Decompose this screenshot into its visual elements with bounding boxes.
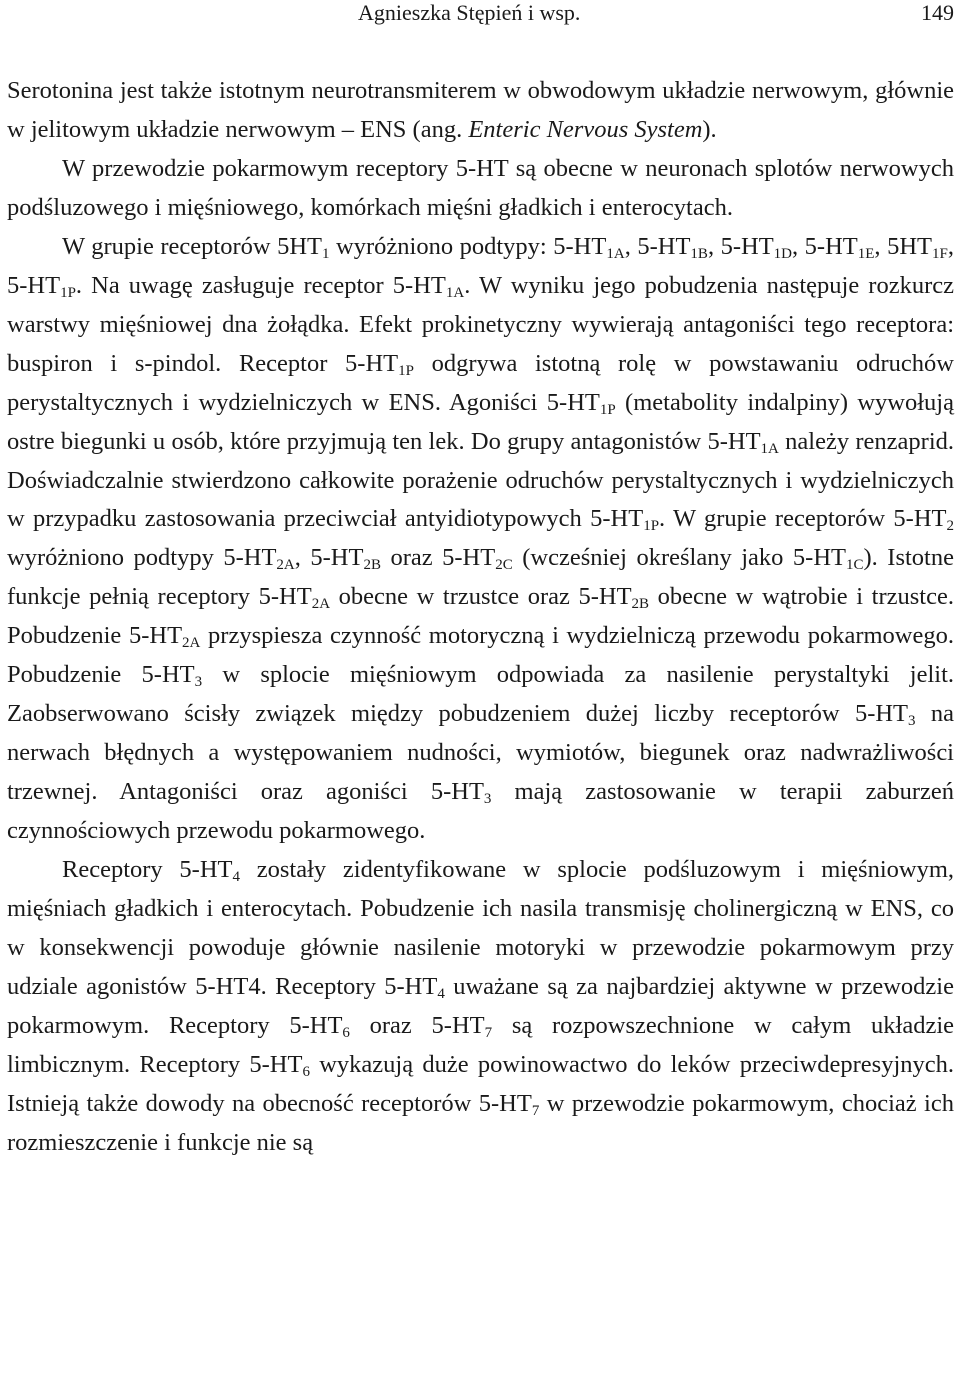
paragraph bbox=[7, 72, 954, 150]
article-body bbox=[7, 72, 954, 1163]
text-run: oraz 5-HT bbox=[380, 544, 496, 572]
subscript: 1A bbox=[760, 440, 779, 457]
text-run: , 5-HT bbox=[792, 232, 858, 260]
subscript: 1P bbox=[60, 284, 76, 301]
subscript: 1B bbox=[690, 245, 708, 262]
subscript: 2 bbox=[946, 518, 954, 535]
subscript: 1P bbox=[398, 362, 414, 379]
text-run: . W grupie receptorów 5-HT bbox=[659, 505, 947, 533]
subscript: 4 bbox=[232, 869, 240, 886]
text-run: oraz 5-HT bbox=[349, 1011, 485, 1039]
text-run: , 5-HT bbox=[707, 232, 774, 260]
subscript: 4 bbox=[437, 985, 445, 1002]
subscript: 1P bbox=[599, 401, 616, 418]
text-run: obecne w wątrobie i trzustce. Pobudzenie 5-HT bbox=[7, 583, 954, 650]
subscript: 1P bbox=[643, 518, 660, 535]
text-run: , 5HT bbox=[874, 232, 932, 260]
subscript: 6 bbox=[342, 1024, 350, 1041]
subscript: 1E bbox=[857, 245, 875, 262]
text-run: w przewodzie pokarmowym, chociaż ich rozmieszczenie i funkcje nie są bbox=[7, 1089, 954, 1156]
text-run: . Na uwagę zasługuje receptor 5-HT bbox=[75, 271, 446, 299]
text-run: ). Istotne funkcje pełnią receptory 5-HT bbox=[7, 544, 954, 611]
text-run: Serotonina jest także istotnym neurotransmiterem w obwodowym układzie nerwowym, głównie w jelitowym układzie nerwowym – ENS (ang. bbox=[7, 77, 954, 143]
text-run: odgrywa istotną rolę w powstawaniu odruchów perystaltycznych i wydzielniczych w ENS. Agoniści 5-HT bbox=[7, 349, 954, 416]
text-run: , 5-HT bbox=[294, 544, 364, 572]
subscript: 2A bbox=[182, 635, 201, 652]
text-run: (wcześniej określany jako 5-HT bbox=[512, 544, 846, 572]
subscript: 7 bbox=[484, 1024, 493, 1041]
subscript: 2B bbox=[363, 557, 381, 574]
text-run: zostały zidentyfikowane w splocie podśluzowym i mięśniowym, mięśniach gładkich i enterocytach. Pobudzenie ich nasila transmisję cholinergiczną w ENS, co w konsekwencji powoduje głównie nasilenie motoryki w przewodzie pokarmowym przy udziale agonistów 5-HT4. Receptory 5-HT bbox=[7, 856, 954, 1000]
subscript: 1A bbox=[445, 284, 465, 301]
paragraph bbox=[7, 228, 954, 851]
text-run: mają zastosowanie w terapii zaburzeń czynnościowych przewodu pokarmowego. bbox=[7, 778, 954, 845]
italic-term: Enteric Nervous System bbox=[468, 115, 703, 143]
paragraph bbox=[7, 150, 954, 228]
text-run: w splocie mięśniowym odpowiada za nasilenie perystaltyki jelit. Zaobserwowano ścisły związek między pobudzeniem dużej liczby receptorów 5-HT bbox=[7, 661, 955, 728]
text-run: przyspiesza czynność motoryczną i wydzielniczą przewodu pokarmowego. Pobudzenie 5-HT bbox=[7, 622, 954, 689]
subscript: 6 bbox=[302, 1063, 310, 1080]
text-run: , 5-HT bbox=[624, 232, 691, 260]
subscript: 3 bbox=[908, 713, 916, 730]
paragraph bbox=[7, 851, 954, 1163]
text-run: uważane są za najbardziej aktywne w przewodzie pokarmowym. Receptory 5-HT bbox=[7, 972, 954, 1039]
text-run: W przewodzie pokarmowym receptory 5-HT są obecne w neuronach splotów nerwowych podśluzowego i mięśniowego, komórkach mięśni gładkich i enterocytach. bbox=[7, 154, 954, 221]
subscript: 2B bbox=[631, 596, 650, 613]
text-run: , 5-HT bbox=[7, 232, 954, 299]
subscript: 1D bbox=[773, 245, 793, 262]
subscript: 1A bbox=[606, 245, 625, 262]
subscript: 2A bbox=[276, 557, 295, 574]
text-run: ). bbox=[702, 115, 717, 143]
text-run: wyróżniono podtypy 5-HT bbox=[7, 544, 277, 572]
subscript: 2A bbox=[311, 596, 331, 613]
text-run: wyróżniono podtypy: 5-HT bbox=[329, 232, 607, 260]
subscript: 1 bbox=[322, 245, 330, 262]
text-run: na nerwach błędnych a występowaniem nudności, wymiotów, biegunek oraz nadwrażliwości trzewnej. Antagoniści oraz agoniści 5-HT bbox=[7, 700, 955, 806]
subscript: 1C bbox=[846, 557, 864, 574]
subscript: 3 bbox=[194, 674, 203, 691]
subscript: 7 bbox=[531, 1102, 540, 1119]
author-line: Agnieszka Stępień i wsp. bbox=[358, 0, 581, 25]
subscript: 1F bbox=[932, 245, 948, 262]
page-number: 149 bbox=[921, 0, 954, 25]
text-run: są rozpowszechnione w całym układzie limbicznym. Receptory 5-HT bbox=[7, 1011, 955, 1078]
text-run: W grupie receptorów 5HT bbox=[62, 232, 322, 260]
text-run: wykazują duże powinowactwo do leków przeciwdepresyjnych. Istnieją także dowody na obecność receptorów 5-HT bbox=[7, 1050, 954, 1117]
subscript: 3 bbox=[483, 791, 492, 808]
text-run: (metabolity indalpiny) wywołują ostre biegunki u osób, które przyjmują ten lek. Do grupy antagonistów 5-HT bbox=[7, 388, 954, 455]
text-run: Receptory 5-HT bbox=[62, 856, 233, 884]
text-run: . W wyniku jego pobudzenia następuje rozkurcz warstwy mięśniowej dna żołądka. Efekt prokinetyczny wywierają antagoniści tego receptora: buspiron i s-pindol. Receptor 5-HT bbox=[7, 271, 954, 377]
running-header bbox=[0, 0, 960, 30]
subscript: 2C bbox=[495, 557, 513, 574]
text-run: obecne w trzustce oraz 5-HT bbox=[330, 583, 632, 611]
text-run: należy renzaprid. Doświadczalnie stwierdzono całkowite porażenie odruchów perystaltycznych i wydzielniczych w przypadku zastosowania przeciwciał antyidiotypowych 5-HT bbox=[7, 427, 954, 533]
